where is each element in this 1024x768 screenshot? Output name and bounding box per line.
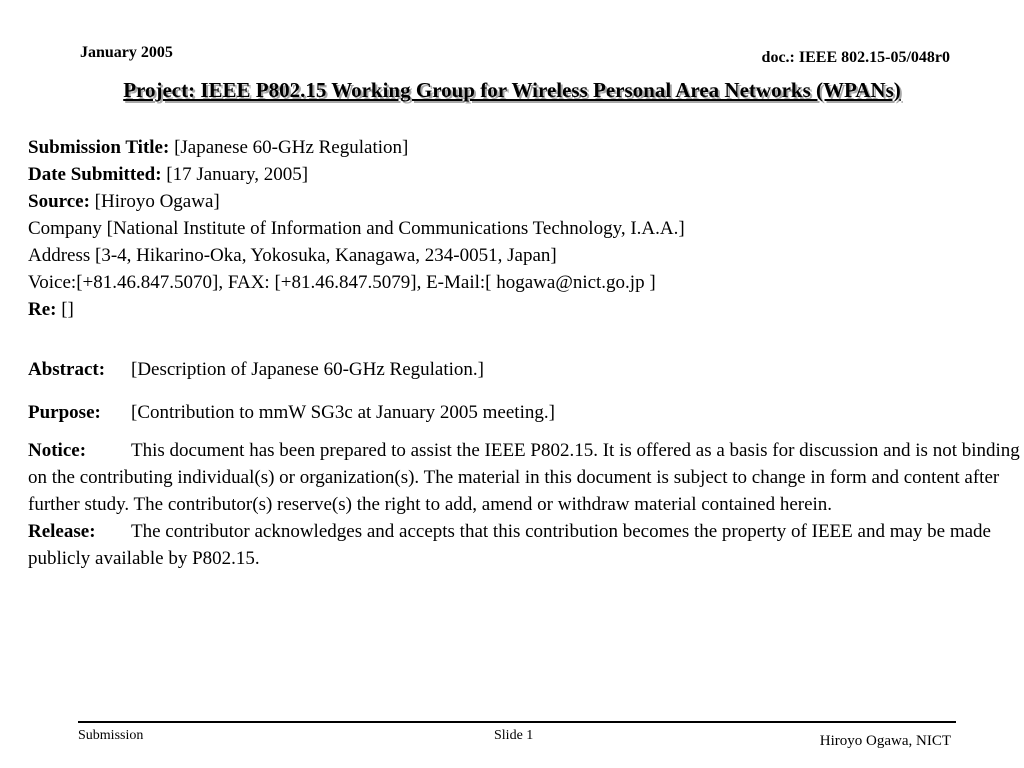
- purpose-label: Purpose:: [28, 402, 101, 423]
- footer-divider: [78, 721, 956, 723]
- footer-author: Hiroyo Ogawa, NICT: [819, 733, 951, 749]
- source-line: [28, 188, 1018, 215]
- abstract-line: [28, 356, 484, 383]
- release-text: The contributor acknowledges and accepts that this contribution becomes the property of IEEE and may be made publicly available by P802.15.: [28, 521, 991, 569]
- release-paragraph: [28, 518, 1020, 572]
- release-label: Release:: [28, 521, 96, 542]
- notice-text: This document has been prepared to assist the IEEE P802.15. It is offered as a basis for discussion and is not binding on the contributing individual(s) or organization(s). The material in this document is subject to change in form and content after further study. The contributor(s) reserve(s) the right to add, amend or withdraw material contained herein.: [28, 440, 1020, 515]
- purpose-value: [Contribution to mmW SG3c at January 2005 meeting.]: [131, 402, 555, 423]
- source-label: Source:: [28, 191, 90, 212]
- date-submitted-label: Date Submitted:: [28, 164, 162, 185]
- date-submitted-value: [17 January, 2005]: [166, 164, 309, 185]
- submission-details: [28, 134, 1018, 323]
- header-doc-id: doc.: IEEE 802.15-05/048r0: [761, 49, 950, 66]
- notice-section: [28, 437, 1020, 572]
- abstract-label: Abstract:: [28, 359, 106, 380]
- company-line: Company [National Institute of Information and Communications Technology, I.A.A.]: [28, 218, 685, 239]
- abstract-value: [Description of Japanese 60-GHz Regulation.]: [131, 359, 484, 380]
- address-line: Address [3-4, Hikarino-Oka, Yokosuka, Kanagawa, 234-0051, Japan]: [28, 245, 557, 266]
- notice-label: Notice:: [28, 440, 87, 461]
- re-line: [28, 296, 1018, 323]
- re-label: Re:: [28, 299, 57, 320]
- submission-title-label: Submission Title:: [28, 137, 170, 158]
- source-value: [Hiroyo Ogawa]: [94, 191, 220, 212]
- footer-slide-number: Slide 1: [494, 728, 534, 743]
- submission-title-line: [28, 134, 1018, 161]
- purpose-line: [28, 399, 555, 426]
- re-value: []: [61, 299, 74, 320]
- header-date: January 2005: [80, 44, 173, 61]
- date-submitted-line: [28, 161, 1018, 188]
- footer-submission: Submission: [78, 728, 144, 743]
- submission-title-value: [Japanese 60-GHz Regulation]: [174, 137, 409, 158]
- contact-line: Voice:[+81.46.847.5070], FAX: [+81.46.847.5079], E-Mail:[ hogawa@nict.go.jp ]: [28, 272, 656, 293]
- notice-paragraph: [28, 437, 1020, 518]
- page-title: Project: IEEE P802.15 Working Group for Wireless Personal Area Networks (WPANs): [123, 78, 901, 102]
